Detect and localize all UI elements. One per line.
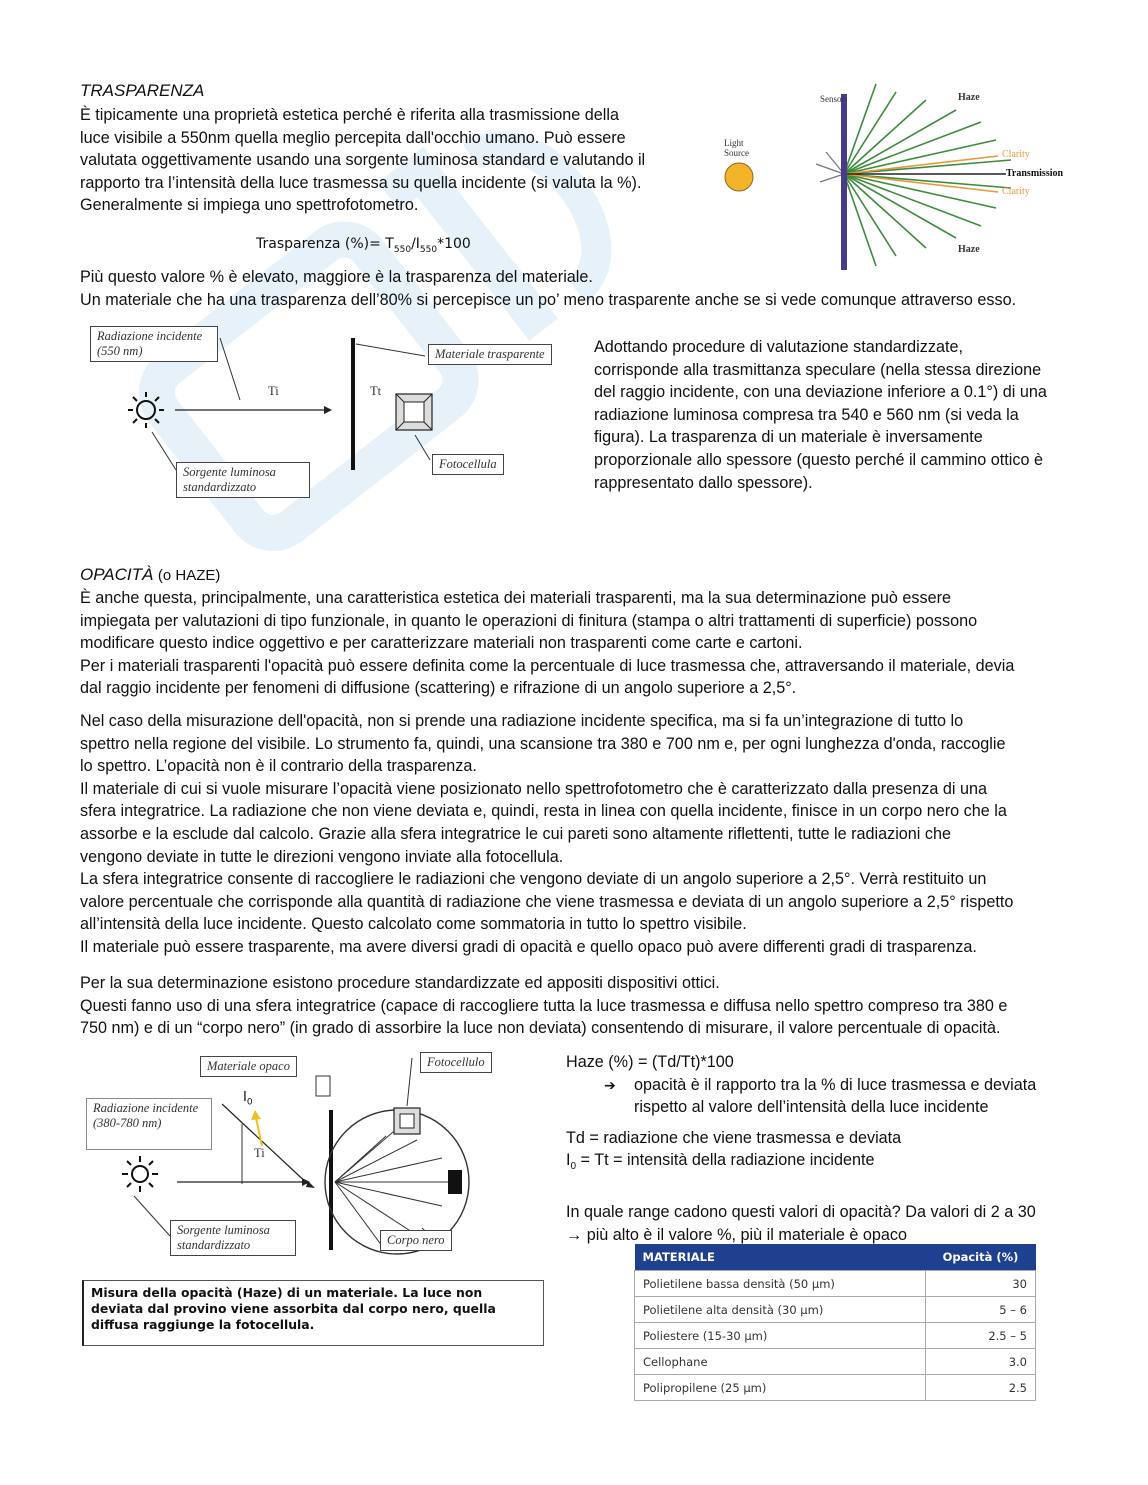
transmission-label: Transmission	[1006, 168, 1064, 179]
text-line: lo spettro. L’opacità non è il contrario della trasparenza.	[80, 757, 477, 776]
trasparenza-after	[80, 266, 1100, 311]
i0-main: I	[243, 1090, 247, 1105]
material-cell: Poliestere (15-30 µm)	[635, 1323, 926, 1349]
table-row	[635, 1271, 1036, 1297]
back-scatter-rays	[816, 152, 844, 182]
i0-main: I	[566, 1151, 571, 1170]
incident-radiation-label: Radiazione incidente (380-780 nm)	[86, 1098, 212, 1150]
opacita-title-suffix: (o HAZE)	[157, 567, 221, 584]
text-line: Il materiale di cui si vuole misurare l’opacità viene posizionato nello spettrofotometro che è caratterizzato dalla presenza di una	[80, 779, 987, 798]
sensor-label: Sensor	[820, 94, 845, 104]
photocell-icon	[396, 394, 432, 430]
incident-radiation-label: Radiazione incidente (550 nm)	[90, 326, 218, 362]
opacita-heading	[80, 564, 220, 588]
black-body	[448, 1170, 462, 1194]
haze-formula: Haze (%) = (Td/Tt)*100	[566, 1053, 734, 1071]
i0-rest: = Tt = intensità della radiazione incidente	[576, 1151, 875, 1170]
table-row	[635, 1375, 1036, 1401]
formula-part: /I	[411, 236, 420, 252]
opacity-cell: 3.0	[926, 1349, 1036, 1375]
material-cell: Polietilene bassa densità (50 µm)	[635, 1271, 926, 1297]
range-answer	[566, 1224, 1086, 1247]
arrow-right-icon: ➔	[604, 1076, 616, 1093]
photocell-label: Fotocellulo	[420, 1052, 492, 1073]
text-line: opacità è il rapporto tra la % di luce trasmessa e deviata	[634, 1075, 1037, 1094]
ti-label: Ti	[268, 384, 279, 398]
transparency-right-text	[594, 336, 1094, 494]
material-cell: Polietilene alta densità (30 µm)	[635, 1297, 926, 1323]
td-definition: Td = radiazione che viene trasmessa e deviata	[566, 1128, 902, 1147]
text-line: rispetto al valore dell’intensità della luce incidente	[634, 1098, 989, 1117]
text-line: È anche questa, principalmente, una caratteristica estetica dei materiali trasparenti, ma la sua determinazione può essere	[80, 589, 951, 607]
range-answer-text: più alto è il valore %, più il materiale è opaco	[586, 1225, 908, 1244]
text-line: figura). La trasparenza di un materiale è inversamente	[594, 428, 983, 447]
text-line: Adottando procedure di valutazione standardizzate,	[594, 338, 963, 356]
arrow-right-icon: →	[566, 1225, 587, 1244]
text-line: impiegata per valutazioni di tipo funzionale, in quanto le operazioni di finitura (stampa o altri trattamenti di superficie) possono	[80, 611, 978, 630]
haze-figure	[82, 1046, 544, 1346]
material-cell: Cellophane	[635, 1349, 926, 1375]
text-line: 750 nm) e di un “corpo nero” (in grado di assorbire la luce non deviata) consentendo di misurare, il valore percentuale di opacità.	[80, 1019, 1001, 1038]
photocell-icon	[394, 1108, 420, 1134]
text-line: rapporto tra l’intensità della luce trasmessa su quella incidente (si valuta la %).	[80, 173, 642, 192]
trasparenza-formula	[256, 236, 471, 255]
sun-icon	[128, 392, 164, 428]
haze-rays	[844, 84, 1011, 266]
text-line: spettro nella regione del visibile. Lo strumento fa, quindi, una scansione tra 380 e 700 nm e, per ogni lunghezza d'onda, raccoglie	[80, 734, 1006, 753]
text-line: valore percentuale che corrisponde alla quantità di radiazione che viene trasmessa e deviata di un angolo superiore a 2,5° rispetto	[80, 892, 1014, 911]
i0-definition	[566, 1149, 1086, 1179]
haze-top-label: Haze	[958, 92, 980, 103]
table-row	[635, 1297, 1036, 1323]
clarity-top-label: Clarity	[1002, 149, 1030, 160]
text-line: all’intensità della luce incidente. Questo calcolato come sommatoria in tutto lo spettro visibile.	[80, 915, 747, 934]
haze-values-table	[634, 1244, 1036, 1401]
range-question: In quale range cadono questi valori di opacità? Da valori di 2 a 30	[566, 1203, 1036, 1222]
tt-label: Tt	[370, 384, 382, 398]
text-line: assorbe e la esclude dal calcolo. Grazie alla sfera integratrice le cui pareti sono altamente riflettenti, tutte le radiazioni che	[80, 824, 951, 843]
text-line: radiazione luminosa compresa tra 540 e 560 nm (si veda la	[594, 405, 1019, 424]
trasparenza-paragraph	[80, 104, 700, 217]
opacity-cell: 2.5	[926, 1375, 1036, 1401]
formula-part: Trasparenza (%)= T	[256, 236, 394, 252]
black-body-label: Corpo nero	[380, 1230, 452, 1251]
clarity-bottom-label: Clarity	[1002, 186, 1030, 197]
opacita-paragraph-2	[80, 710, 1100, 959]
sun-icon	[122, 1156, 158, 1192]
text-line: dal raggio incidente per fenomeni di diffusione (scattering) e rifrazione di un angolo superiore a 2,5°.	[80, 679, 797, 698]
opacity-cell: 30	[926, 1271, 1036, 1297]
text-line: Nel caso della misurazione dell'opacità, non si prende una radiazione incidente specifica, ma si fa un’integrazione di tutto lo	[80, 712, 964, 730]
opacity-cell: 2.5 – 5	[926, 1323, 1036, 1349]
light-source-label: Sorgente luminosa standardizzato	[170, 1220, 296, 1256]
text-line: Questi fanno uso di una sfera integratrice (capace di raccogliere tutta la luce trasmessa e diffusa nello spettro compreso tra 380 e	[80, 996, 1008, 1015]
opacita-title: OPACITÀ	[80, 565, 154, 584]
opacity-cell: 5 – 6	[926, 1297, 1036, 1323]
column-header-opacity: Opacità (%)	[926, 1244, 1036, 1271]
haze-diagram	[82, 1046, 544, 1266]
text-line: Per i materiali trasparenti l'opacità può essere definita come la percentuale di luce trasmessa che, attraversando il materiale, devia	[80, 656, 1015, 675]
text-line: Un materiale che ha una trasparenza dell’80% si percepisce un po’ meno trasparente anche se si vede comunque attraverso esso.	[80, 290, 1017, 309]
light-source-label: Light Source	[724, 138, 749, 158]
i0-arrow	[256, 1118, 262, 1146]
text-line: vengono deviate in tutte le direzioni vengono inviate alla fotocellula.	[80, 847, 564, 866]
sample-bar	[351, 338, 355, 470]
text-line: modificare questo indice oggettivo e per caratterizzare materiali non trasparenti come carte e cartoni.	[80, 634, 803, 653]
transparency-figure	[80, 320, 585, 510]
text-line: rappresentato dallo spessore).	[594, 473, 813, 492]
transparent-material-label: Materiale trasparente	[428, 344, 552, 365]
text-line: sfera integratrice. La radiazione che non viene deviata e, quindi, resta in linea con quella incidente, finisce in un corpo nero che la	[80, 802, 1007, 821]
formula-part: *100	[437, 236, 471, 252]
i0-sub: 0	[246, 1097, 253, 1108]
text-line: Più questo valore % è elevato, maggiore è la trasparenza del materiale.	[80, 268, 593, 286]
text-line: valutata oggettivamente usando una sorgente luminosa standard e valutando il	[80, 151, 646, 170]
formula-sub: 550	[393, 244, 412, 255]
text-line: Il materiale può essere trasparente, ma avere diversi gradi di opacità e quello opaco può avere differenti gradi di trasparenza.	[80, 937, 977, 956]
opaque-material-label: Materiale opaco	[200, 1056, 297, 1077]
material-cell: Polipropilene (25 µm)	[635, 1375, 926, 1401]
photocell-label: Fotocellula	[432, 454, 504, 475]
table-row	[635, 1323, 1036, 1349]
haze-figure-caption: Misura della opacità (Haze) di un materiale. La luce non deviata dal provino viene assorbita dal corpo nero, quella diffusa raggiunge la fotocellula.	[82, 1280, 544, 1346]
table-row	[635, 1349, 1036, 1375]
trasparenza-title: TRASPARENZA	[80, 81, 205, 100]
table-header-row	[635, 1244, 1036, 1271]
opacita-paragraph-3	[80, 972, 1100, 1040]
text-line: del raggio incidente, con una deviazione inferiore a 0.1°) di una	[594, 383, 1047, 402]
text-line: È tipicamente una proprietà estetica perché è riferita alla trasmissione della	[80, 106, 619, 124]
text-line: corrisponde alla trasmittanza speculare (nella stessa direzione	[594, 360, 1042, 379]
sun-icon	[725, 163, 753, 191]
text-line: Generalmente si impiega uno spettrofotometro.	[80, 196, 419, 215]
sample-bar	[329, 1110, 333, 1250]
haze-bottom-label: Haze	[958, 244, 980, 255]
ti-label: Ti	[254, 1146, 265, 1160]
sensor-bar	[841, 94, 847, 270]
text-line: luce visibile a 550nm quella meglio percepita dall'occhio umano. Può essere	[80, 128, 626, 147]
formula-sub: 550	[419, 244, 438, 255]
haze-formula-block	[566, 1051, 1086, 1246]
column-header-material: MATERIALE	[635, 1244, 926, 1271]
text-line: La sfera integratrice consente di raccogliere le radiazioni che vengono deviate di un angolo superiore a 2,5°. Verrà restituito un	[80, 870, 987, 889]
text-line: proporzionale allo spessore (questo perché il cammino ottico è	[594, 450, 1043, 469]
text-line: Per la sua determinazione esistono procedure standardizzate ed appositi dispositivi ottici.	[80, 974, 720, 992]
opacita-paragraph-1	[80, 587, 1100, 700]
light-source-label: Sorgente luminosa standardizzato	[176, 462, 310, 498]
scattering-figure	[716, 82, 1086, 272]
scattered-rays	[335, 1120, 452, 1246]
i0-label	[243, 1090, 253, 1108]
sample-tab	[316, 1076, 330, 1096]
i0-sub: 0	[570, 1161, 577, 1173]
haze-bullet	[566, 1074, 1086, 1119]
